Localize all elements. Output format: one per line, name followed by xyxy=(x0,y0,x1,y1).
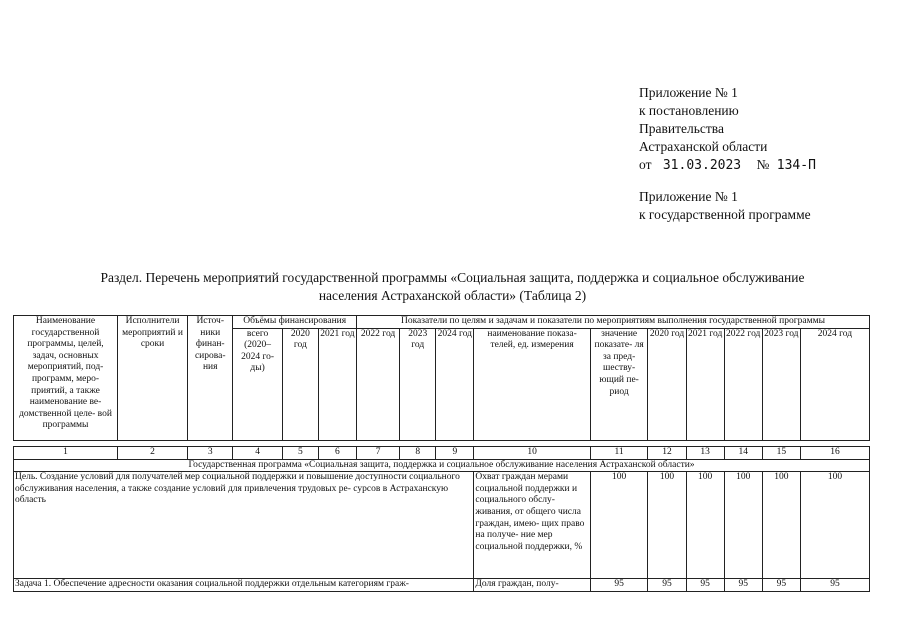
column-number: 14 xyxy=(724,447,762,460)
column-number: 15 xyxy=(762,447,800,460)
task-value: 95 xyxy=(648,579,686,592)
header-funding-2020: 2020 год xyxy=(282,328,318,440)
task-text: Задача 1. Обеспечение адресности оказания социальной поддержки отдельным категориям граж- xyxy=(14,579,474,592)
task-value: 95 xyxy=(686,579,724,592)
column-number: 7 xyxy=(356,447,399,460)
stamp-line: к постановлению xyxy=(639,103,739,118)
program-row xyxy=(14,459,870,472)
header-indicator-2023: 2023 год xyxy=(762,328,800,440)
column-number: 1 xyxy=(14,447,118,460)
goal-value: 100 xyxy=(590,472,648,579)
goal-text: Цель. Создание условий для получателей мер социальной поддержки и повышение доступности социального обслуживания населения, а также создание условий для привлечения трудовых ре- сурсов в Астраханскую область xyxy=(14,472,474,579)
stamp-line: Приложение № 1 xyxy=(639,189,738,204)
header-indicators-group: Показатели по целям и задачам и показатели по мероприятиям выполнения государственной программы xyxy=(356,316,869,329)
approval-stamp xyxy=(639,84,816,175)
column-number: 3 xyxy=(188,447,233,460)
column-number-row xyxy=(14,447,870,460)
section-title-line: Раздел. Перечень мероприятий государственной программы «Социальная защита, поддержка и социальное обслуживание xyxy=(100,270,805,285)
goal-row xyxy=(14,472,870,579)
goal-value: 100 xyxy=(724,472,762,579)
header-funding-2023: 2023 год xyxy=(400,328,436,440)
header-sources: Источ- ники финан- сирова- ния xyxy=(188,316,233,441)
task-value: 95 xyxy=(724,579,762,592)
program-row-title: Государственная программа «Социальная защита, поддержка и социальное обслуживание населения Астраханской области» xyxy=(14,459,870,472)
column-number: 12 xyxy=(648,447,686,460)
header-funding-total: всего (2020– 2024 го- ды) xyxy=(233,328,282,440)
header-funding-2024: 2024 год xyxy=(436,328,474,440)
stamp-line: Астраханской области xyxy=(639,139,768,154)
header-program-name: Наименование государственной программы, целей, задач, основных мероприятий, под- программ, меро- приятий, а также наименование ве- домственной целе- вой программы xyxy=(14,316,118,441)
column-number: 5 xyxy=(282,447,318,460)
task-value: 95 xyxy=(590,579,648,592)
header-indicator-2020: 2020 год xyxy=(648,328,686,440)
stamp-line: Приложение № 1 xyxy=(639,85,738,100)
column-number: 4 xyxy=(233,447,282,460)
column-number: 10 xyxy=(474,447,590,460)
task-value: 95 xyxy=(800,579,869,592)
goal-value: 100 xyxy=(800,472,869,579)
date-value: 31.03.2023 xyxy=(662,158,742,173)
column-number: 6 xyxy=(318,447,356,460)
column-number: 13 xyxy=(686,447,724,460)
column-number: 16 xyxy=(800,447,869,460)
section-title-line: населения Астраханской области» (Таблица 2) xyxy=(318,288,587,303)
number-sign: № xyxy=(756,157,770,172)
stamp-line: к государственной программе xyxy=(639,207,811,222)
column-number: 2 xyxy=(118,447,188,460)
header-indicator-prev-value: значение показате- ля за пред- шеству- ющий пе- риод xyxy=(590,328,648,440)
header-funding-group: Объёмы финансирования xyxy=(233,316,357,329)
header-indicator-2021: 2021 год xyxy=(686,328,724,440)
section-title xyxy=(20,269,885,305)
column-number: 9 xyxy=(436,447,474,460)
goal-value: 100 xyxy=(762,472,800,579)
task-indicator: Доля граждан, полу- xyxy=(474,579,590,592)
header-indicator-name: наименование показа- телей, ед. измерения xyxy=(474,328,590,440)
stamp-date-line xyxy=(639,156,816,175)
goal-indicator: Охват граждан мерами социальной поддержки и социального обслу- живания, от общего числа граждан, имею- щих право на получе- ние мер социальной поддержки, % xyxy=(474,472,590,579)
column-number: 11 xyxy=(590,447,648,460)
program-appendix-stamp xyxy=(639,188,811,224)
body-table xyxy=(13,446,870,592)
header-executors: Исполнители мероприятий и сроки xyxy=(118,316,188,441)
header-indicator-2024: 2024 год xyxy=(800,328,869,440)
task-row xyxy=(14,579,870,592)
task-value: 95 xyxy=(762,579,800,592)
header-funding-2022: 2022 год xyxy=(356,328,399,440)
goal-value: 100 xyxy=(686,472,724,579)
header-indicator-2022: 2022 год xyxy=(724,328,762,440)
stamp-line: Правительства xyxy=(639,121,724,136)
number-value: 134-П xyxy=(776,158,816,173)
column-number: 8 xyxy=(400,447,436,460)
header-funding-2021: 2021 год xyxy=(318,328,356,440)
date-prefix: от xyxy=(639,157,652,172)
header-table xyxy=(13,315,870,441)
goal-value: 100 xyxy=(648,472,686,579)
